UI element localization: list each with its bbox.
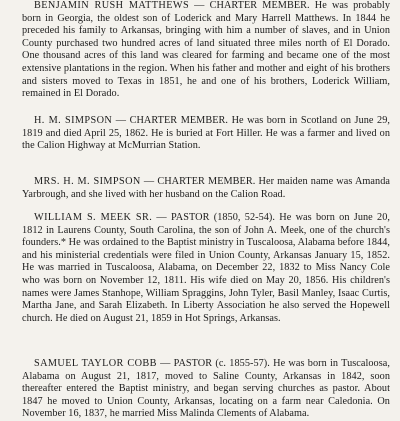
person-name: SAMUEL TAYLOR COBB (34, 358, 157, 369)
biography-entry: MRS. H. M. SIMPSON — CHARTER MEMBER. Her maiden name was Amanda Yarbrough, and she lived with her husband on the Calion Road. (22, 176, 390, 200)
biography-text: He was born on June 20, 1812 in Laurens County, South Carolina, the son of John A. Meek, one of the church's founders.* He was ordained to the Baptist ministry in Tuscaloosa, Alabama before 1844, and his ministerial credentials were filed in Union County, Arkansas January 15, 1852. He was married in Tuscaloosa, Alabama, on December 22, 1832 to Miss Nancy Cole who was born on November 12, 1811. His wife died on May 20, 1856. His children's names were James Stanhope, William Spraggins, John Tyler, Basil Manley, Isaac Curtis, Martha Jane, and Sarah Elizabeth. In Liberty Association he also served the Hopewell church. He died on August 21, 1859 in Hot Springs, Arkansas. (22, 212, 391, 324)
person-role: CHARTER MEMBER. (157, 176, 256, 187)
person-role: PASTOR (c. 1855-57). (173, 358, 270, 369)
biography-entry: SAMUEL TAYLOR COBB — PASTOR (c. 1855-57). He was born in Tuscaloosa, Alabama on August 21, 1817, moved to Saline County, Arkansas in 1842, soon thereafter entered the Baptist ministry, and began serving churches as pastor. About 1847 he moved to Union County, Arkansas, locating on a farm near Caledonia. On November 16, 1837, he married Miss Malinda Clements of Alabama. (22, 358, 390, 420)
biography-entry: WILLIAM S. MEEK SR. — PASTOR (1850, 52-54). He was born on June 20, 1812 in Laurens County, South Carolina, the son of John A. Meek, one of the church's founders.* He was ordained to the Baptist ministry in Tuscaloosa, Alabama before 1844, and his ministerial credentials were filed in Union County, Arkansas January 15, 1852. He was married in Tuscaloosa, Alabama, on December 22, 1832 to Miss Nancy Cole who was born on November 12, 1811. His wife died on May 20, 1856. His children's names were James Stanhope, William Spraggins, John Tyler, Basil Manley, Isaac Curtis, Martha Jane, and Sarah Elizabeth. In Liberty Association he also served the Hopewell church. He died on August 21, 1859 in Hot Springs, Arkansas. (22, 212, 391, 324)
biography-entry: H. M. SIMPSON — CHARTER MEMBER. He was born in Scotland on June 29, 1819 and died April 25, 1862. He is buried at Fort Hiller. He was a farmer and lived on the Calion Highway at McMurrian Station. (22, 115, 391, 152)
person-role: CHARTER MEMBER. (129, 115, 229, 126)
biography-entry: BENJAMIN RUSH MATTHEWS — CHARTER MEMBER. He was probably born in Georgia, the oldest son of Loderick and Mary Harrell Matthews. In 1844 he preceded his family to Arkansas, bringing with him a number of slaves, and in Union County purchased two hundred acres of land situated three miles north of El Dorado. One thousand acres of this land was cleared for farming and became one of the most extensive plantations in the region. When his father and mother and eight of his brothers and sisters moved to Texas in 1851, he and one of his brothers, Loderick William, remained in El Dorado. (22, 0, 390, 100)
person-name: WILLIAM S. MEEK SR. (34, 212, 153, 223)
biography-text: He was probably born in Georgia, the oldest son of Loderick and Mary Harrell Matthews. In 1844 he preceded his family to Arkansas, bringing with him a number of slaves, and in Union County purchased two hundred acres of land situated three miles north of El Dorado. One thousand acres of this land was cleared for farming and became one of the most extensive plantations in the region. When his father and mother and eight of his brothers and sisters moved to Texas in 1851, he and one of his brothers, Loderick William, remained in El Dorado. (22, 0, 390, 100)
biography-text: He was born in Tuscaloosa, Alabama on August 21, 1817, moved to Saline County, Arkansas in 1842, soon thereafter entered the Baptist ministry, and began serving churches as pastor. About 1847 he moved to Union County, Arkansas, locating on a farm near Caledonia. On November 16, 1837, he married Miss Malinda Clements of Alabama. (22, 358, 390, 420)
biography-text: Her maiden name was Amanda Yarbrough, and she lived with her husband on the Calion Road. (22, 176, 390, 200)
person-name: H. M. SIMPSON (34, 115, 113, 126)
person-name: MRS. H. M. SIMPSON (34, 176, 141, 187)
person-name: BENJAMIN RUSH MATTHEWS (34, 0, 190, 11)
person-role: CHARTER MEMBER. (209, 0, 310, 11)
person-role: PASTOR (1850, 52-54). (171, 212, 276, 223)
biography-text: He was born in Scotland on June 29, 1819 and died April 25, 1862. He is buried at Fort Hiller. He was a farmer and lived on the Calion Highway at McMurrian Station. (22, 115, 391, 152)
